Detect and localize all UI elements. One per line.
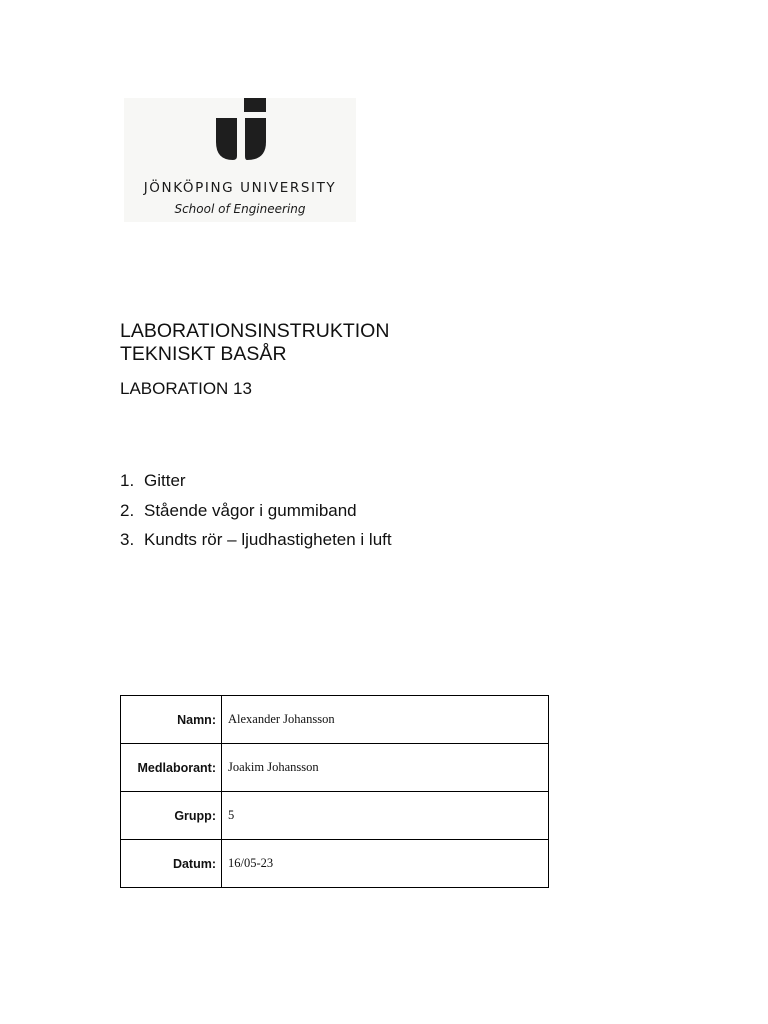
title-line-1: LABORATIONSINSTRUKTION bbox=[120, 320, 390, 342]
name-label: Namn: bbox=[121, 696, 222, 744]
document-title bbox=[120, 320, 389, 366]
laboration-number: LABORATION 13 bbox=[120, 379, 252, 398]
lab-partner-value: Joakim Johansson bbox=[222, 744, 549, 792]
table-row bbox=[121, 792, 549, 840]
logo-university-name: JÖNKÖPING UNIVERSITY bbox=[143, 180, 337, 196]
list-item bbox=[120, 500, 392, 530]
list-item-number: 2. bbox=[120, 500, 135, 520]
table-row bbox=[121, 840, 549, 888]
participant-info-table bbox=[120, 695, 549, 888]
group-label: Grupp: bbox=[121, 792, 222, 840]
list-item-title: Stående vågor i gummiband bbox=[144, 500, 357, 520]
list-item-number: 1. bbox=[120, 471, 135, 490]
title-line-2: TEKNISKT BASÅR bbox=[120, 343, 287, 365]
list-item bbox=[120, 470, 392, 500]
date-label: Datum: bbox=[121, 840, 222, 888]
date-value: 16/05-23 bbox=[222, 840, 549, 888]
university-logo bbox=[124, 98, 356, 222]
name-value: Alexander Johansson bbox=[222, 696, 549, 744]
list-item-title: Gitter bbox=[144, 471, 186, 490]
ju-logo-icon bbox=[216, 98, 268, 162]
table-row bbox=[121, 744, 549, 792]
lab-partner-label: Medlaborant: bbox=[121, 744, 222, 792]
logo-school-name: School of Engineering bbox=[174, 202, 306, 216]
group-value: 5 bbox=[222, 792, 549, 840]
list-item-title: Kundts rör – ljudhastigheten i luft bbox=[144, 530, 392, 549]
list-item-number: 3. bbox=[120, 530, 135, 549]
list-item bbox=[120, 529, 392, 559]
experiment-list bbox=[120, 470, 392, 559]
table-row bbox=[121, 696, 549, 744]
